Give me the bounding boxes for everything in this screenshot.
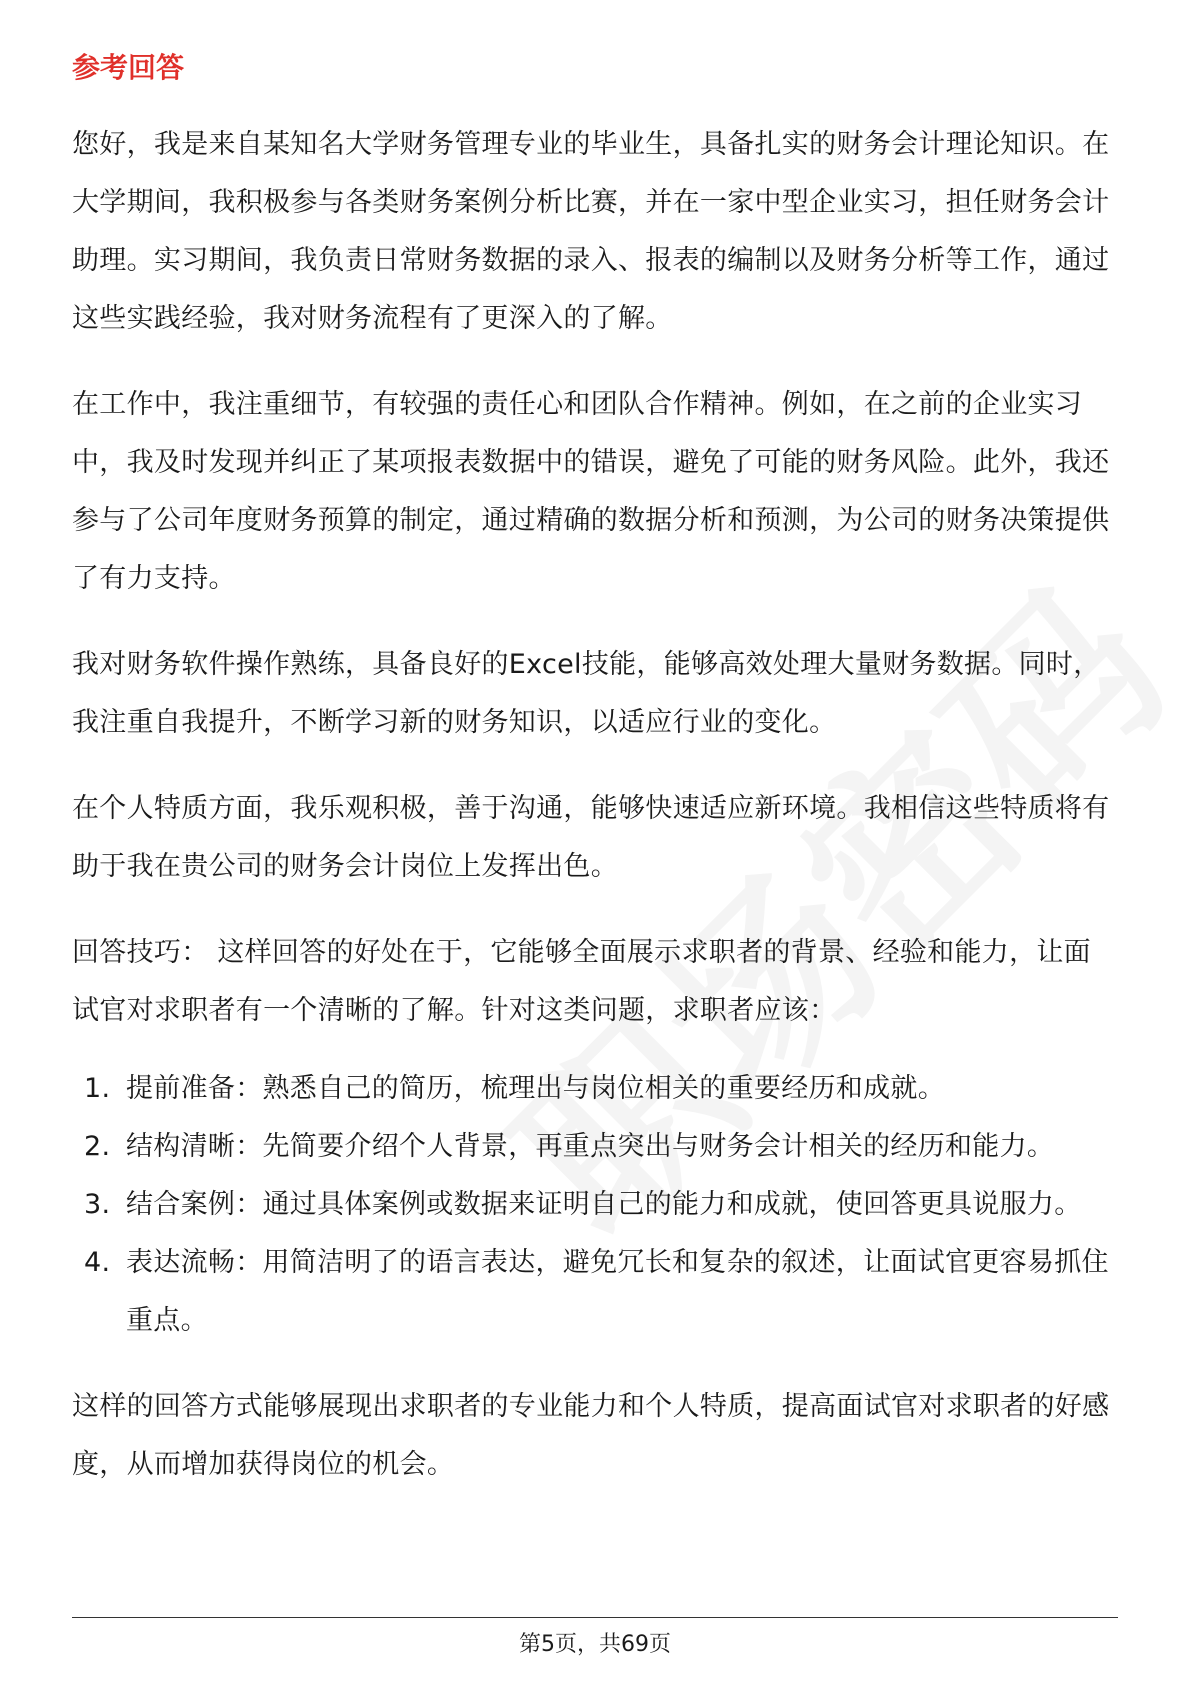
list-item	[72, 1060, 1118, 1118]
list-number: 2.	[84, 1131, 111, 1162]
list-number: 4.	[84, 1247, 111, 1278]
list-item	[72, 1176, 1118, 1234]
list-number: 1.	[84, 1073, 111, 1104]
page-number: 第5页，共69页	[519, 1632, 671, 1657]
list-text: 提前准备：熟悉自己的简历，梳理出与岗位相关的重要经历和成就。	[126, 1073, 945, 1104]
list-item	[72, 1118, 1118, 1176]
paragraph-skills: 我对财务软件操作熟练，具备良好的Excel技能，能够高效处理大量财务数据。同时，我注重自我提升，不断学习新的财务知识，以适应行业的变化。	[72, 649, 1101, 738]
list-text: 结合案例：通过具体案例或数据来证明自己的能力和成就，使回答更具说服力。	[126, 1189, 1082, 1220]
section-heading: 参考回答	[72, 51, 185, 84]
paragraph-intro: 您好，我是来自某知名大学财务管理专业的毕业生，具备扎实的财务会计理论知识。在大学期间，我积极参与各类财务案例分析比赛，并在一家中型企业实习，担任财务会计助理。实习期间，我负责日常财务数据的录入、报表的编制以及财务分析等工作，通过这些实践经验，我对财务流程有了更深入的了解。	[72, 129, 1110, 334]
footer-divider	[72, 1617, 1118, 1618]
list-text: 表达流畅：用简洁明了的语言表达，避免冗长和复杂的叙述，让面试官更容易抓住重点。	[126, 1247, 1109, 1336]
paragraph-work: 在工作中，我注重细节，有较强的责任心和团队合作精神。例如，在之前的企业实习中，我及时发现并纠正了某项报表数据中的错误，避免了可能的财务风险。此外，我还参与了公司年度财务预算的制定，通过精确的数据分析和预测，为公司的财务决策提供了有力支持。	[72, 389, 1110, 594]
tips-list	[72, 1060, 1118, 1350]
list-item	[72, 1234, 1118, 1350]
list-text: 结构清晰：先简要介绍个人背景，再重点突出与财务会计相关的经历和能力。	[126, 1131, 1055, 1162]
paragraph-traits: 在个人特质方面，我乐观积极，善于沟通，能够快速适应新环境。我相信这些特质将有助于我在贵公司的财务会计岗位上发挥出色。	[72, 793, 1110, 882]
paragraph-conclusion: 这样的回答方式能够展现出求职者的专业能力和个人特质，提高面试官对求职者的好感度，从而增加获得岗位的机会。	[72, 1391, 1110, 1480]
list-number: 3.	[84, 1189, 111, 1220]
answer-body	[72, 116, 1118, 1522]
answer-tips: 回答技巧： 这样回答的好处在于，它能够全面展示求职者的背景、经验和能力，让面试官对求职者有一个清晰的了解。针对这类问题，求职者应该：	[72, 937, 1091, 1026]
